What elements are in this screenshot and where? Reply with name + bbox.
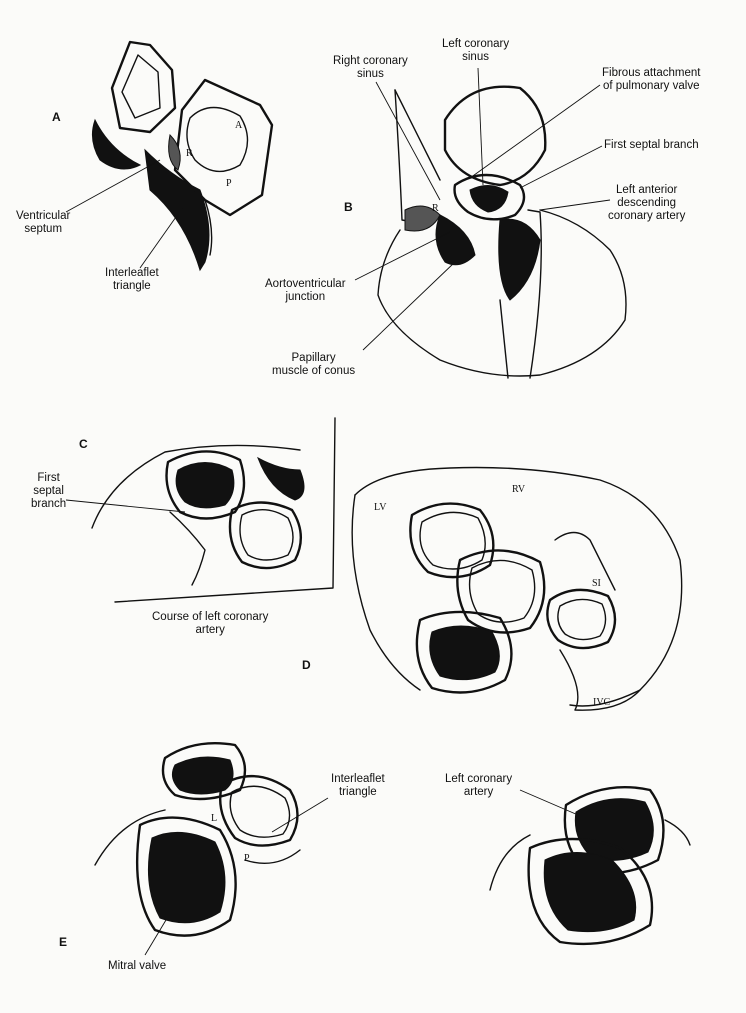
label-ventricular-septum: Ventricular septum <box>16 210 71 235</box>
drawing-letter-d-rv: RV <box>512 484 526 495</box>
panel-e-drawing <box>95 743 300 935</box>
label-fibrous-attachment: Fibrous attachment of pulmonary valve <box>602 67 701 92</box>
label-right-coronary-sinus: Right coronary sinus <box>333 55 408 80</box>
drawing-letter-d-ivc: IVC <box>593 697 611 708</box>
panel-letter-d: D <box>302 658 311 672</box>
panel-e-right-drawing <box>490 787 690 944</box>
label-left-coronary-artery: Left coronary artery <box>445 773 513 798</box>
label-first-septal-branch-b: First septal branch <box>604 139 699 151</box>
panel-a-drawing <box>92 42 272 270</box>
panel-letter-c: C <box>79 437 88 451</box>
label-aortoventricular-junction: Aortoventricular junction <box>265 278 346 303</box>
label-left-coronary-sinus: Left coronary sinus <box>442 38 510 63</box>
label-interleaflet-triangle-e: Interleaflet triangle <box>331 773 385 798</box>
label-left-anterior-descending: Left anterior descending coronary artery <box>608 184 686 222</box>
drawing-letter-a-p: P <box>226 178 232 189</box>
label-mitral-valve: Mitral valve <box>108 960 167 972</box>
panel-c-drawing <box>92 418 335 602</box>
panel-d-drawing <box>352 468 682 711</box>
label-course-left-coronary: Course of left coronary artery <box>152 611 269 636</box>
drawing-letter-a-a: A <box>235 120 243 131</box>
label-first-septal-branch-c: First septal branch <box>31 472 67 510</box>
panel-letter-a: A <box>52 110 61 124</box>
drawing-letter-d-si: SI <box>592 578 601 589</box>
panel-letter-b: B <box>344 200 353 214</box>
drawing-letter-b-r: R <box>432 203 439 214</box>
panel-b-drawing <box>378 87 626 378</box>
drawing-letter-d-lv: LV <box>374 502 387 513</box>
label-papillary-muscle: Papillary muscle of conus <box>272 352 356 377</box>
drawing-letter-e-p: P <box>244 853 250 864</box>
drawing-letter-a-r: R <box>186 148 193 159</box>
drawing-letter-e-l: L <box>211 813 218 824</box>
panel-letter-e: E <box>59 935 68 949</box>
label-interleaflet-triangle-a: Interleaflet triangle <box>105 267 159 292</box>
